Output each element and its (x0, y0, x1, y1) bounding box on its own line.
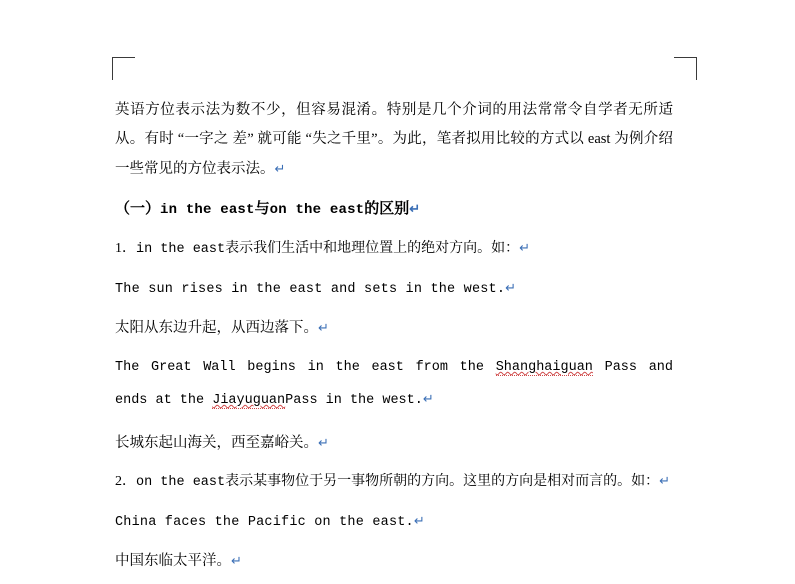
paragraph-mark: ↵ (422, 391, 434, 406)
example-sentence-1 (115, 273, 673, 305)
page-corner-mark-top-left (112, 57, 135, 80)
paragraph-mark: ↵ (413, 513, 425, 528)
list-item-2-phrase: on the east (136, 475, 226, 490)
heading-suffix: 的区别 (364, 201, 410, 217)
paragraph-intro-text: 英语方位表示法为数不少，但容易混淆。特别是几个介词的用法常常令自学者无所适从。有时 “一字之 差” 就可能 “失之千里”。为此，笔者拟用比较的方式以 east 为例介绍一些常见的方位表示法。 (115, 102, 673, 177)
list-item-2-number: 2． (115, 474, 136, 489)
example-sentence-3 (115, 506, 673, 538)
translation-sentence-3-text: 中国东临太平洋。 (115, 553, 231, 569)
paragraph-mark: ↵ (274, 161, 286, 176)
heading-phrase-on-the-east: on the east (269, 202, 365, 218)
paragraph-mark: ↵ (318, 320, 329, 335)
list-item-1-number: 1． (115, 241, 136, 256)
heading-phrase-in-the-east: in the east (160, 202, 255, 218)
paragraph-mark: ↵ (318, 435, 329, 450)
example-sentence-3-text: China faces the Pacific on the east. (115, 515, 414, 530)
list-item-1-text: 表示我们生活中和地理位置上的绝对方向。如： (225, 241, 520, 256)
translation-sentence-1 (115, 313, 673, 343)
example-sentence-1-text: The sun rises in the east and sets in the west. (115, 282, 506, 297)
paragraph-mark: ↵ (659, 473, 671, 488)
page-corner-mark-top-right (674, 57, 697, 80)
list-item-2-text: 表示某事物位于另一事物所朝的方向。这里的方向是相对而言的。如： (225, 474, 660, 489)
heading-section-one (115, 194, 673, 225)
example-sentence-2-segment-3: Pass in the west. (285, 393, 423, 408)
example-sentence-2-segment-1: The Great Wall begins in the east from the (115, 360, 496, 375)
translation-sentence-2-text: 长城东起山海关，西至嘉峪关。 (115, 435, 318, 451)
document-body[interactable] (115, 96, 673, 584)
paragraph-mark: ↵ (505, 280, 517, 295)
list-item-2 (115, 466, 673, 498)
translation-sentence-2 (115, 428, 673, 458)
example-sentence-2-segment-2: Pass and ends at the (115, 360, 674, 408)
heading-conjunction: 与 (254, 201, 270, 217)
heading-prefix: （一） (115, 201, 161, 217)
list-item-1-phrase: in the east (136, 242, 226, 257)
paragraph-mark: ↵ (409, 201, 421, 216)
translation-sentence-1-text: 太阳从东边升起，从西边落下。 (115, 320, 318, 336)
spelling-error-shanghaiguan[interactable]: Shanghaiguan (495, 360, 593, 375)
example-sentence-2 (115, 351, 673, 416)
paragraph-mark: ↵ (519, 240, 531, 255)
spelling-error-jiayuguan[interactable]: Jiayuguan (212, 393, 286, 408)
paragraph-mark: ↵ (231, 553, 242, 568)
list-item-1 (115, 233, 673, 265)
paragraph-intro (115, 96, 673, 184)
